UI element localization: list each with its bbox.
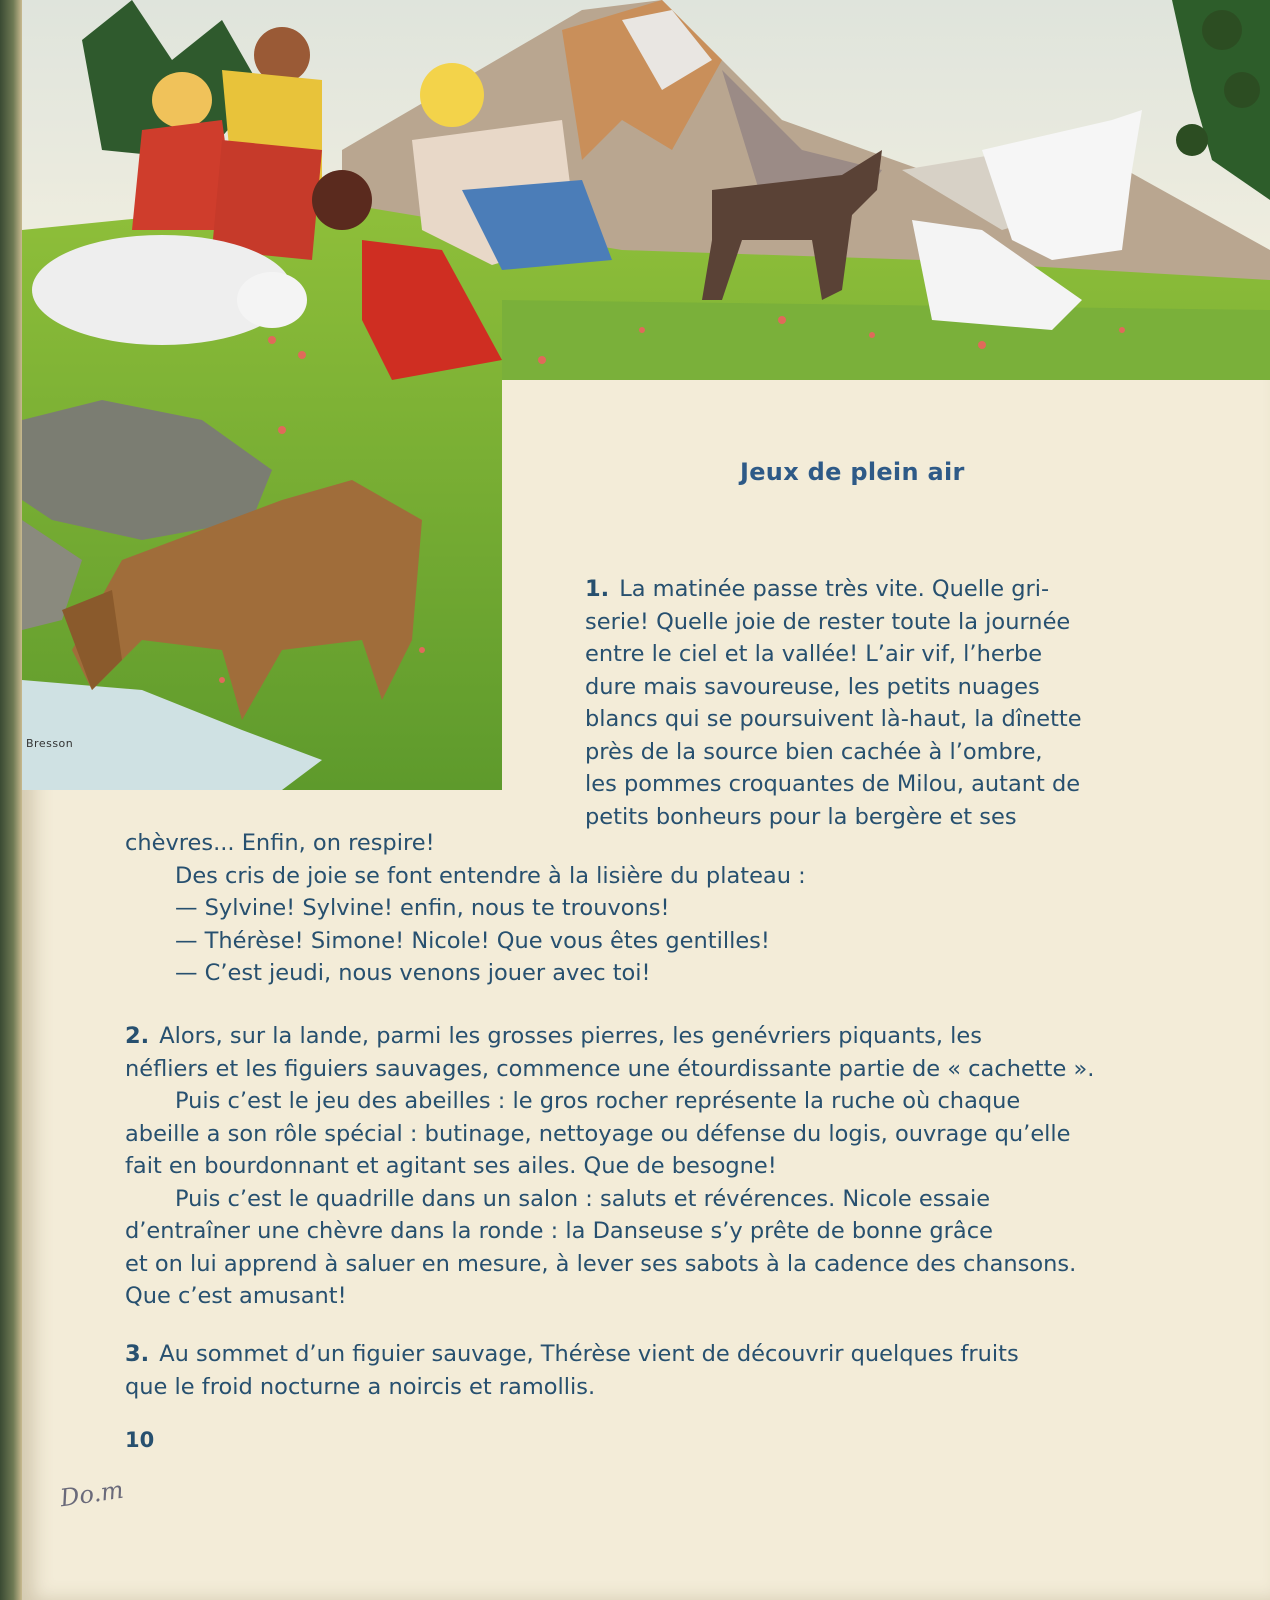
section-2-line: Puis c’est le jeu des abeilles : le gros rocher représente la ruche où chaque [175, 1088, 1021, 1114]
section-2-text: Alors, sur la lande, parmi les grosses pierres, les genévriers piquants, les [159, 1023, 983, 1049]
dialogue-line: — Thérèse! Simone! Nicole! Que vous êtes gentilles! [175, 927, 770, 954]
section-1-line: entre le ciel et la vallée! L’air vif, l’herbe [585, 641, 1043, 667]
section-3-line: que le froid nocturne a noircis et ramollis. [125, 1373, 596, 1400]
section-3-paragraph [125, 1338, 1140, 1403]
section-3-text: Au sommet d’un figuier sauvage, Thérèse vient de découvrir quelques fruits [159, 1341, 1019, 1367]
section-2-number: 2. [125, 1023, 150, 1049]
section-2-paragraph [125, 1020, 1140, 1313]
dialogue-line: — Sylvine! Sylvine! enfin, nous te trouvons! [175, 895, 670, 921]
page-binding-edge [0, 0, 22, 1600]
page-number: 10 [125, 1428, 155, 1452]
section-1-number: 1. [585, 576, 610, 602]
section-3-line-0 [125, 1338, 1140, 1371]
section-2-line: d’entraîner une chèvre dans la ronde : la Danseuse s’y prête de bonne grâce [125, 1218, 993, 1244]
section-1-paragraph [585, 573, 1140, 833]
section-3-number: 3. [125, 1341, 150, 1367]
section-2-line: et on lui apprend à saluer en mesure, à lever ses sabots à la cadence des chansons. [125, 1250, 1077, 1277]
section-1-text: La matinée passe très vite. Quelle gri- [619, 576, 1050, 602]
section-1-line: dure mais savoureuse, les petits nuages [585, 673, 1040, 700]
section-2-line: fait en bourdonnant et agitant ses ailes. Que de besogne! [125, 1153, 777, 1179]
handwritten-scribble: Do.m [58, 1475, 126, 1513]
section-2-line: abeille a son rôle spécial : butinage, nettoyage ou défense du logis, ouvrage qu’elle [125, 1120, 1071, 1147]
section-2-line: Que c’est amusant! [125, 1283, 347, 1309]
section-1-line: petits bonheurs pour la bergère et ses [585, 803, 1017, 830]
section-1-line: près de la source bien cachée à l’ombre, [585, 738, 1043, 765]
section-1-line-0 [585, 573, 1140, 606]
section-2-line: néfliers et les figuiers sauvages, commence une étourdissante partie de « cachette ». [125, 1055, 1095, 1082]
section-1-line: les pommes croquantes de Milou, autant de [585, 771, 1081, 797]
section-1-line: serie! Quelle joie de rester toute la journée [585, 608, 1071, 635]
section-2-line-0 [125, 1020, 1140, 1053]
section-1-cont-line: chèvres... Enfin, on respire! [125, 830, 435, 856]
section-2-line: Puis c’est le quadrille dans un salon : saluts et révérences. Nicole essaie [175, 1185, 991, 1212]
dialogue-line: — C’est jeudi, nous venons jouer avec toi! [175, 960, 651, 986]
section-1-cont-line: Des cris de joie se font entendre à la lisière du plateau : [175, 862, 806, 889]
section-1-continuation [125, 827, 1140, 990]
page-title: Jeux de plein air [740, 458, 965, 486]
illustrator-signature: Bresson [26, 737, 74, 750]
section-1-line: blancs qui se poursuivent là-haut, la dînette [585, 706, 1082, 732]
